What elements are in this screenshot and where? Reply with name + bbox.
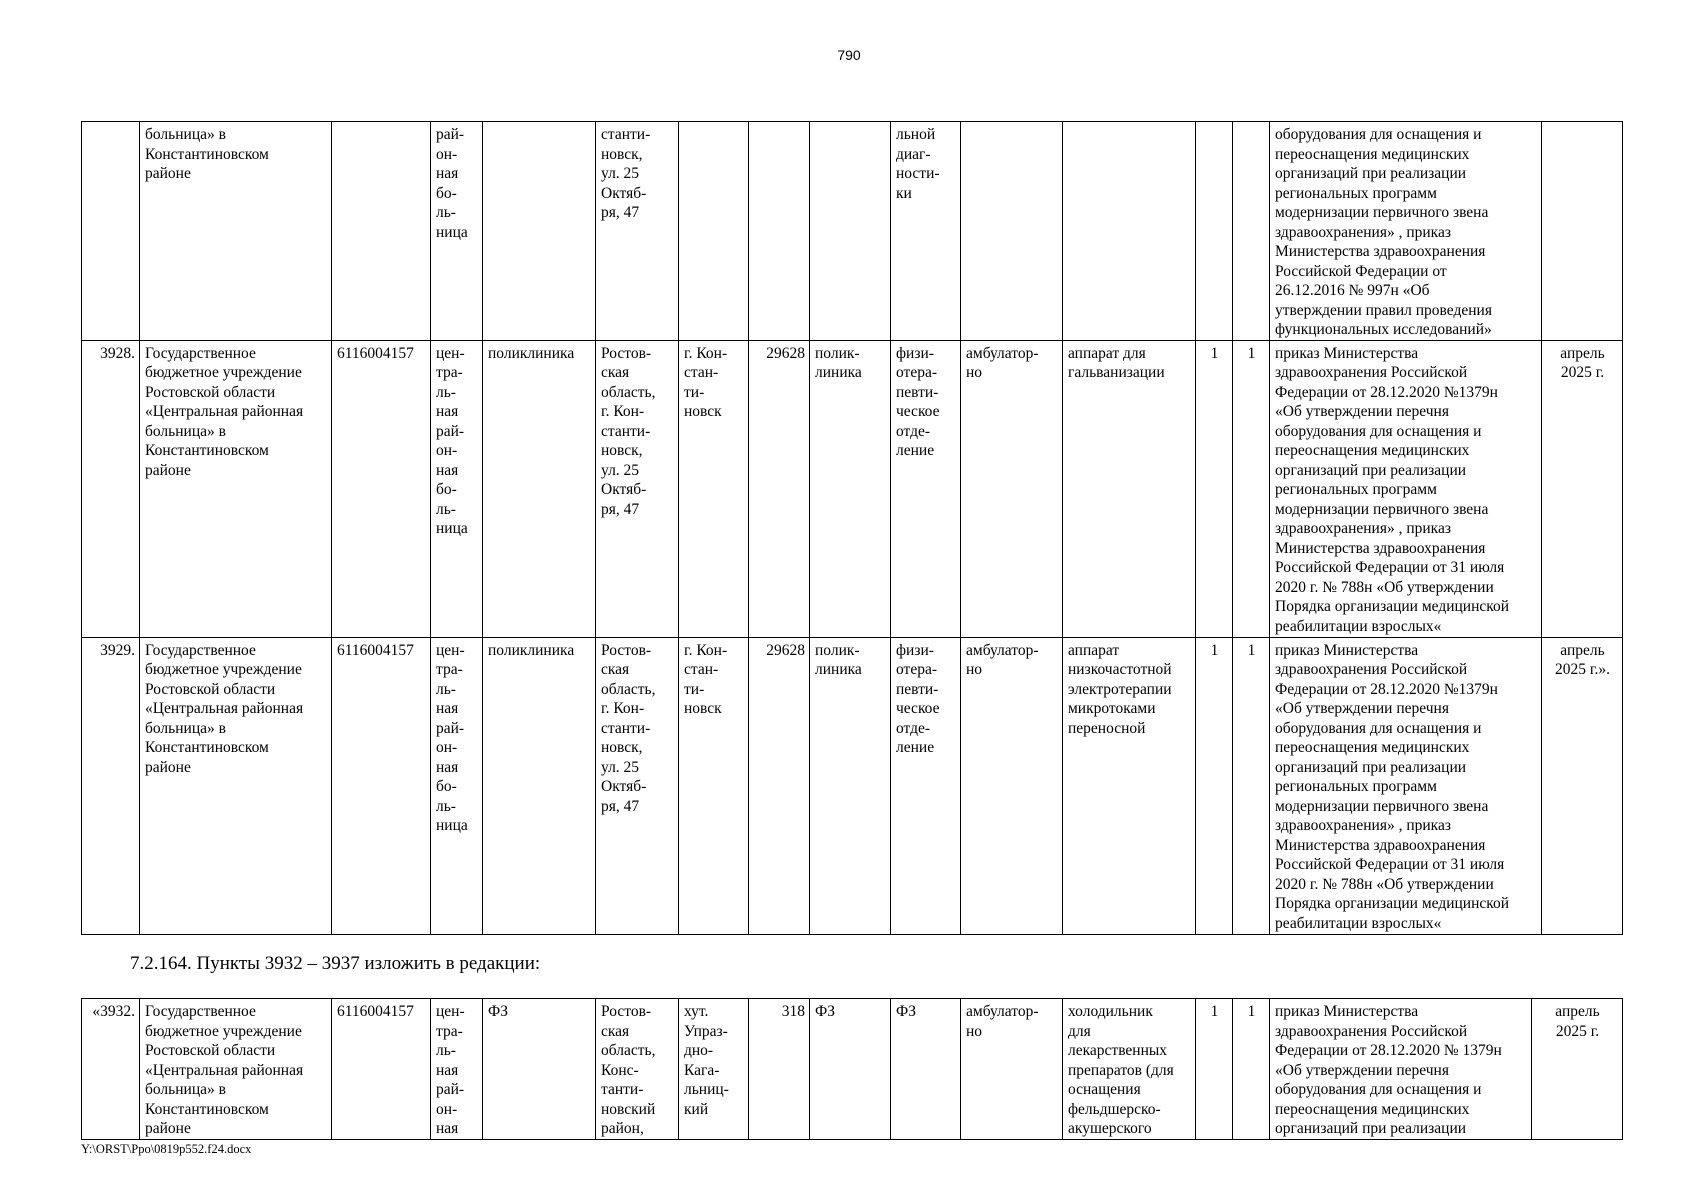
cell-type: рай- он- ная бо- ль- ница: [431, 122, 483, 341]
cell-date: [1542, 122, 1623, 341]
cell-date: апрель 2025 г.: [1532, 999, 1623, 1140]
cell-profile: ФЗ: [891, 999, 961, 1140]
cell-type: цен- тра- ль- ная рай- он- ная: [431, 999, 483, 1140]
registry-table-new: [81, 998, 1623, 1140]
cell-num: «3932.: [82, 999, 140, 1140]
cell-qty-2: 1: [1233, 637, 1270, 934]
file-path-footer: Y:\ORST\Ppo\0819p552.f24.docx: [81, 1142, 252, 1156]
cell-address: Ростов- ская область, г. Кон- станти- новск, ул. 25 Октяб- ря, 47: [596, 340, 679, 637]
cell-inn: 6116004157: [332, 999, 431, 1140]
cell-conditions: амбулатор- но: [961, 999, 1063, 1140]
cell-basis: приказ Министерства здравоохранения Российской Федерации от 28.12.2020 №1379н «Об утверждении перечня оборудования для оснащения и переоснащения медицинских организаций при реализации региональных программ модернизации первичного звена здравоохранения» , приказ Министерства здравоохранения Российской Федерации от 31 июля 2020 г. № 788н «Об утверждении Порядка организации медицинской реабилитации взрослых«: [1270, 637, 1542, 934]
cell-profile: физи- отера- певти- ческое отде- ление: [891, 340, 961, 637]
cell-inn: 6116004157: [332, 637, 431, 934]
cell-name: Государственное бюджетное учреждение Ростовской области «Центральная районная больница» в Константиновском районе: [140, 340, 332, 637]
cell-name: Государственное бюджетное учреждение Ростовской области «Центральная районная больница» в Константиновском районе: [140, 999, 332, 1140]
cell-locality: г. Кон- стан- ти- новск: [679, 637, 749, 934]
cell-address: Ростов- ская область, Конс- танти- новский район,: [596, 999, 679, 1140]
cell-locality: [679, 122, 749, 341]
cell-date: апрель 2025 г.: [1542, 340, 1623, 637]
cell-locality: г. Кон- стан- ти- новск: [679, 340, 749, 637]
registry-table-continued: [81, 121, 1623, 935]
cell-type: цен- тра- ль- ная рай- он- ная бо- ль- ница: [431, 340, 483, 637]
cell-conditions: [961, 122, 1063, 341]
cell-dept: поликлиника: [483, 637, 596, 934]
cell-equipment: аппарат низкочастотной электротерапии микротоками переносной: [1063, 637, 1196, 934]
cell-code: 29628: [749, 637, 810, 934]
cell-num: 3929.: [82, 637, 140, 934]
cell-inn: 6116004157: [332, 340, 431, 637]
cell-dept: [483, 122, 596, 341]
cell-inn: [332, 122, 431, 341]
cell-qty-1: [1196, 122, 1233, 341]
table-row: [82, 122, 1623, 341]
cell-basis: приказ Министерства здравоохранения Российской Федерации от 28.12.2020 №1379н «Об утверждении перечня оборудования для оснащения и переоснащения медицинских организаций при реализации региональных программ модернизации первичного звена здравоохранения» , приказ Министерства здравоохранения Российской Федерации от 31 июля 2020 г. № 788н «Об утверждении Порядка организации медицинской реабилитации взрослых«: [1270, 340, 1542, 637]
cell-qty-1: 1: [1196, 999, 1233, 1140]
cell-qty-2: [1233, 122, 1270, 341]
cell-basis: оборудования для оснащения и переоснащения медицинских организаций при реализации региональных программ модернизации первичного звена здравоохранения» , приказ Министерства здравоохранения Российской Федерации от 26.12.2016 № 997н «Об утверждении правил проведения функциональных исследований»: [1270, 122, 1542, 341]
cell-profile: льной диаг- ности- ки: [891, 122, 961, 341]
cell-num: 3928.: [82, 340, 140, 637]
amendment-paragraph: 7.2.164. Пункты 3932 – 3937 изложить в редакции:: [130, 953, 541, 974]
cell-qty-1: 1: [1196, 340, 1233, 637]
cell-qty-2: 1: [1233, 999, 1270, 1140]
cell-num: [82, 122, 140, 341]
cell-subdivision: [810, 122, 891, 341]
cell-conditions: амбулатор- но: [961, 637, 1063, 934]
cell-code: 318: [749, 999, 810, 1140]
cell-name: Государственное бюджетное учреждение Ростовской области «Центральная районная больница» в Константиновском районе: [140, 637, 332, 934]
cell-address: Ростов- ская область, г. Кон- станти- новск, ул. 25 Октяб- ря, 47: [596, 637, 679, 934]
cell-address: станти- новск, ул. 25 Октяб- ря, 47: [596, 122, 679, 341]
cell-name: больница» в Константиновском районе: [140, 122, 332, 341]
table-row: [82, 340, 1623, 637]
page-number: 790: [837, 47, 861, 63]
cell-qty-2: 1: [1233, 340, 1270, 637]
cell-equipment: холодильник для лекарственных препаратов (для оснащения фельдшерско- акушерского: [1063, 999, 1196, 1140]
cell-profile: физи- отера- певти- ческое отде- ление: [891, 637, 961, 934]
cell-equipment: аппарат для гальванизации: [1063, 340, 1196, 637]
cell-basis: приказ Министерства здравоохранения Российской Федерации от 28.12.2020 № 1379н «Об утверждении перечня оборудования для оснащения и переоснащения медицинских организаций при реализации: [1270, 999, 1532, 1140]
cell-code: 29628: [749, 340, 810, 637]
cell-qty-1: 1: [1196, 637, 1233, 934]
cell-locality: хут. Упраз- дно- Кага- льниц- кий: [679, 999, 749, 1140]
cell-subdivision: полик- линика: [810, 637, 891, 934]
cell-dept: поликлиника: [483, 340, 596, 637]
cell-code: [749, 122, 810, 341]
table-row: [82, 999, 1623, 1140]
cell-subdivision: полик- линика: [810, 340, 891, 637]
cell-subdivision: ФЗ: [810, 999, 891, 1140]
cell-dept: ФЗ: [483, 999, 596, 1140]
table-row: [82, 637, 1623, 934]
cell-date: апрель 2025 г.».: [1542, 637, 1623, 934]
cell-type: цен- тра- ль- ная рай- он- ная бо- ль- ница: [431, 637, 483, 934]
cell-equipment: [1063, 122, 1196, 341]
cell-conditions: амбулатор- но: [961, 340, 1063, 637]
